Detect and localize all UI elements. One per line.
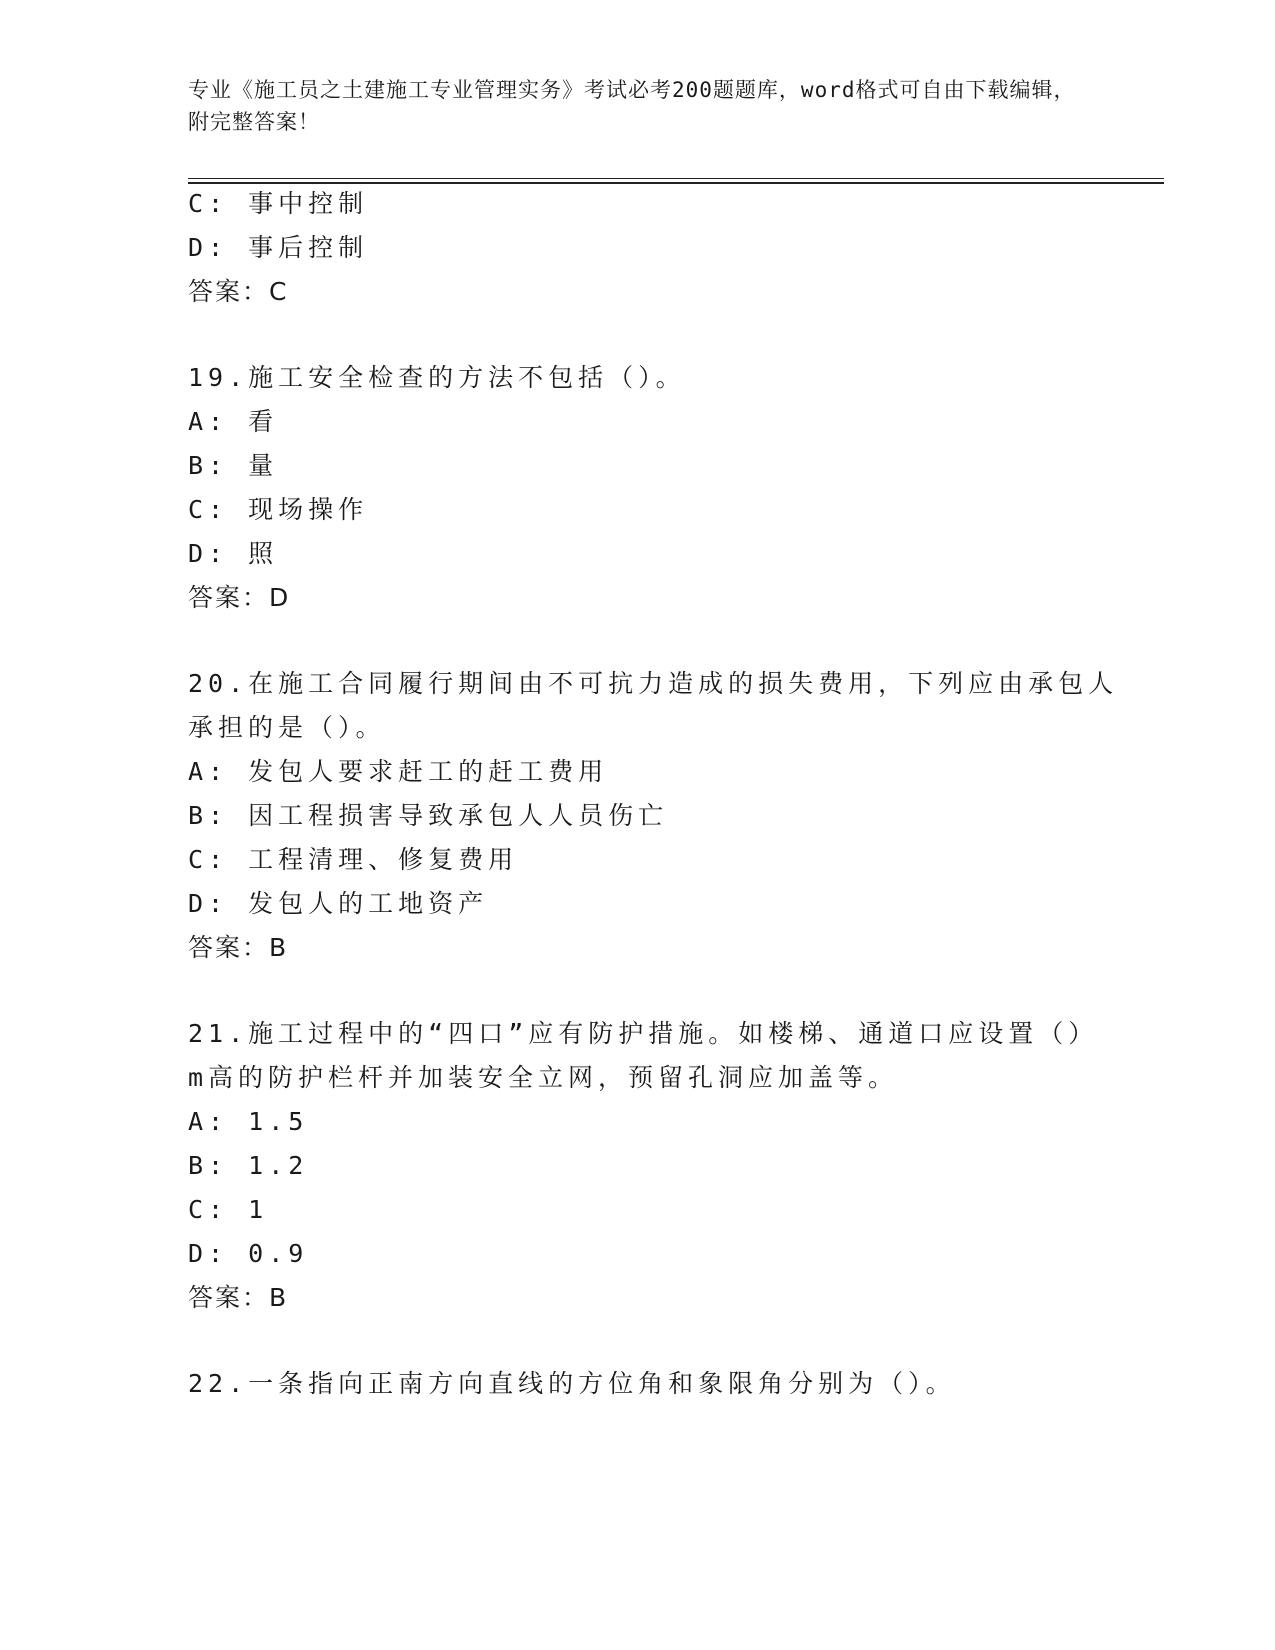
question-22-stem: 22.一条指向正南方向直线的方位角和象限角分别为（）。 — [188, 1369, 956, 1398]
question-20-stem-line2: 承担的是（）。 — [188, 713, 386, 742]
q19-option-d: D: 照 — [188, 539, 279, 568]
q20-answer: 答案：B — [188, 933, 289, 962]
q21-option-d: D: 0.9 — [188, 1239, 309, 1268]
option-c: C: 事中控制 — [188, 189, 369, 218]
q19-answer: 答案：D — [188, 583, 291, 612]
q19-option-a: A: 看 — [188, 407, 279, 436]
q20-option-b: B: 因工程损害导致承包人人员伤亡 — [188, 801, 669, 830]
q19-option-c: C: 现场操作 — [188, 495, 369, 524]
answer: 答案：C — [188, 277, 289, 306]
q19-option-b: B: 量 — [188, 451, 279, 480]
q20-option-d: D: 发包人的工地资产 — [188, 889, 489, 918]
header-rule-thin — [188, 178, 1164, 179]
document-header: 专业《施工员之土建施工专业管理实务》考试必考200题题库，word格式可自由下载编辑，附完整答案！ — [188, 78, 1076, 134]
q20-option-a: A: 发包人要求赶工的赶工费用 — [188, 757, 609, 786]
q20-option-c: C: 工程清理、修复费用 — [188, 845, 519, 874]
q21-option-b: B: 1.2 — [188, 1151, 309, 1180]
question-21-stem-line1: 21.施工过程中的“四口”应有防护措施。如楼梯、通道口应设置（） — [188, 1019, 1099, 1048]
q21-option-c: C: 1 — [188, 1195, 269, 1224]
q21-option-a: A: 1.5 — [188, 1107, 309, 1136]
question-20-stem-line1: 20.在施工合同履行期间由不可抗力造成的损失费用，下列应由承包人 — [188, 669, 1119, 698]
question-19-stem: 19.施工安全检查的方法不包括（）。 — [188, 363, 686, 392]
option-d: D: 事后控制 — [188, 233, 369, 262]
header-rule-thick — [188, 182, 1164, 184]
q21-answer: 答案：B — [188, 1283, 289, 1312]
question-21-stem-line2: m高的防护栏杆并加装安全立网，预留孔洞应加盖等。 — [188, 1063, 899, 1092]
